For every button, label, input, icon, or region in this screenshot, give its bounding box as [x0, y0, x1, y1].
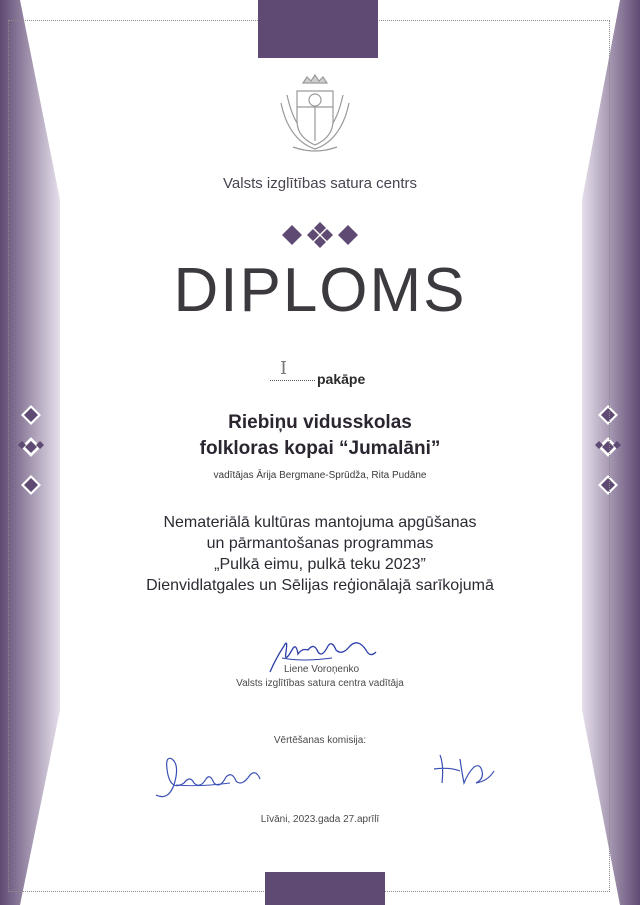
- bottom-band: [265, 872, 385, 905]
- top-band: [258, 0, 378, 58]
- diploma-title: DIPLOMS: [173, 256, 467, 325]
- commission-signature-left: [150, 745, 265, 805]
- degree-line: [270, 358, 390, 387]
- recipient-leaders: vadītājas Ārija Bergmane-Sprūdža, Rita Pudāne: [213, 470, 427, 481]
- organization-name: Valsts izglītības satura centrs: [223, 175, 417, 192]
- description-line-2: un pārmantošanas programmas: [206, 535, 434, 552]
- description-line-4: Dienvidlatgales un Sēlijas reģionālajā sarīkojumā: [146, 577, 494, 594]
- degree-value: I: [280, 358, 288, 379]
- description-line-1: Nemateriālā kultūras mantojuma apgūšanas: [163, 514, 477, 531]
- place-and-date: Līvāni, 2023.gada 27.aprīlī: [260, 814, 380, 825]
- recipient-line-1: Riebiņu vidusskolas: [228, 412, 412, 433]
- director-name: Liene Voroņenko: [284, 664, 360, 675]
- recipient-line-2: folkloras kopai “Jumalāni”: [199, 438, 441, 459]
- director-role: Valsts izglītības satura centra vadītāja: [236, 678, 404, 689]
- degree-value-field: [270, 358, 315, 381]
- award-description: [0, 512, 640, 596]
- recipient: [0, 410, 640, 462]
- latvia-coat-of-arms-icon: [273, 73, 357, 155]
- degree-label: pakāpe: [317, 371, 366, 387]
- commission-signature-right: [430, 745, 500, 790]
- commission-label: Vērtēšanas komisija:: [273, 735, 367, 746]
- description-line-3: „Pulkā eimu, pulkā teku 2023”: [214, 556, 426, 573]
